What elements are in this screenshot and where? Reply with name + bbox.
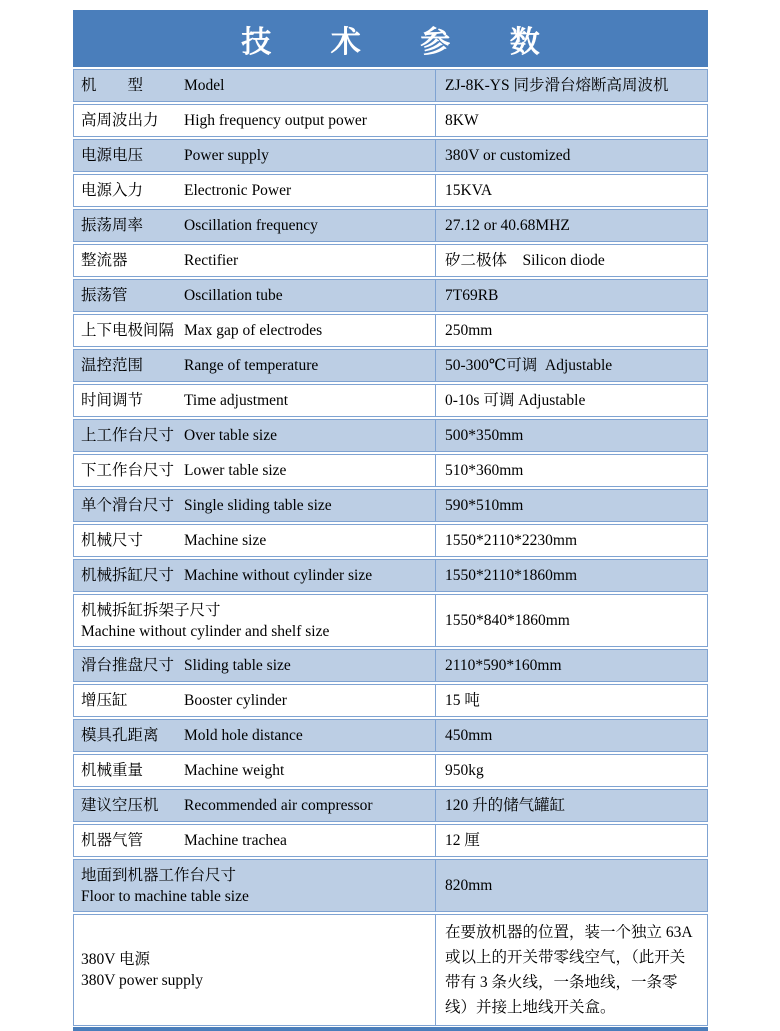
param-name-en: Power supply xyxy=(184,147,269,164)
param-name-en: High frequency output power xyxy=(184,112,367,129)
param-label-cell xyxy=(73,349,435,382)
param-name-en: Single sliding table size xyxy=(184,497,332,514)
param-value-cell xyxy=(435,649,708,682)
param-name-cn: 机械拆缸拆架子尺寸 xyxy=(81,601,221,619)
table-row xyxy=(73,754,708,787)
param-value: 820mm xyxy=(445,877,493,894)
param-name-en: Range of temperature xyxy=(184,357,319,374)
param-label-cell xyxy=(73,104,435,137)
table-row xyxy=(73,384,708,417)
param-name-cn: 单个滑台尺寸 xyxy=(81,497,175,514)
param-value-cell xyxy=(435,419,708,452)
table-row xyxy=(73,349,708,382)
param-label-cell xyxy=(73,524,435,557)
param-name-en: Machine trachea xyxy=(184,832,287,849)
param-value-cell xyxy=(435,104,708,137)
param-label-cell xyxy=(73,719,435,752)
param-value-cell xyxy=(435,314,708,347)
param-value: 250mm xyxy=(445,322,493,339)
param-value: 矽二极体 Silicon diode xyxy=(445,252,605,269)
param-value: 510*360mm xyxy=(445,462,524,479)
param-name-en: Mold hole distance xyxy=(184,727,303,744)
table-row xyxy=(73,174,708,207)
table-row xyxy=(73,649,708,682)
param-name-cn: 机械尺寸 xyxy=(81,532,144,549)
table-row xyxy=(73,69,708,102)
param-name-en: Machine size xyxy=(184,532,267,549)
param-label-cell xyxy=(73,914,435,1026)
param-name-en: Max gap of electrodes xyxy=(184,322,323,339)
param-label-cell xyxy=(73,314,435,347)
param-value: ZJ-8K-YS 同步滑台熔断高周波机 xyxy=(445,77,669,94)
param-value: 120 升的储气罐缸 xyxy=(445,797,566,814)
table-row xyxy=(73,914,708,1026)
param-value-cell xyxy=(435,789,708,822)
param-label-cell xyxy=(73,559,435,592)
param-value: 950kg xyxy=(445,762,484,779)
param-label-cell xyxy=(73,174,435,207)
table-row xyxy=(73,559,708,592)
table-row xyxy=(73,859,708,912)
param-name-en: Oscillation frequency xyxy=(184,217,318,234)
param-value-cell xyxy=(435,859,708,912)
param-label-cell xyxy=(73,419,435,452)
param-name-cn: 增压缸 xyxy=(81,692,128,709)
param-value-cell xyxy=(435,754,708,787)
param-name-cn: 模具孔距离 xyxy=(81,727,159,744)
spec-table-body xyxy=(73,69,708,1026)
table-row xyxy=(73,279,708,312)
param-name-en: Booster cylinder xyxy=(184,692,287,709)
table-row xyxy=(73,209,708,242)
param-value-cell xyxy=(435,524,708,557)
param-name-en: Machine without cylinder and shelf size xyxy=(81,622,330,640)
param-name-cn: 地面到机器工作台尺寸 xyxy=(81,866,237,884)
param-name-en: Recommended air compressor xyxy=(184,797,373,814)
table-row xyxy=(73,789,708,822)
param-value: 1550*2110*1860mm xyxy=(445,567,578,584)
table-row xyxy=(73,314,708,347)
table-row xyxy=(73,824,708,857)
param-name-cn: 上下电极间隔 xyxy=(81,322,175,339)
param-value-cell xyxy=(435,139,708,172)
param-value-cell xyxy=(435,559,708,592)
param-name-cn: 机器气管 xyxy=(81,832,144,849)
param-value-cell xyxy=(435,384,708,417)
param-value-cell xyxy=(435,209,708,242)
param-value: 500*350mm xyxy=(445,427,524,444)
param-value: 0-10s 可调 Adjustable xyxy=(445,392,586,409)
param-name-en: Rectifier xyxy=(184,252,239,269)
param-name-cn: 机械拆缸尺寸 xyxy=(81,567,175,584)
param-value: 450mm xyxy=(445,727,493,744)
param-name-en: 380V power supply xyxy=(81,972,203,989)
param-value-cell xyxy=(435,684,708,717)
param-value-cell xyxy=(435,489,708,522)
param-name-cn: 振荡管 xyxy=(81,287,128,304)
table-row xyxy=(73,719,708,752)
param-label-cell xyxy=(73,454,435,487)
param-value-cell xyxy=(435,454,708,487)
param-name-en: Lower table size xyxy=(184,462,287,479)
param-label-cell xyxy=(73,244,435,277)
param-name-cn: 电源入力 xyxy=(81,182,144,199)
table-row xyxy=(73,684,708,717)
param-name-cn: 机械重量 xyxy=(81,762,144,779)
param-value: 590*510mm xyxy=(445,497,524,514)
param-name-cn: 时间调节 xyxy=(81,392,144,409)
param-name-cn: 380V 电源 xyxy=(81,951,151,968)
param-name-en: Machine weight xyxy=(184,762,285,779)
param-label-cell xyxy=(73,279,435,312)
param-value-cell xyxy=(435,594,708,647)
param-value: 1550*840*1860mm xyxy=(445,612,570,629)
spec-table xyxy=(73,10,708,1031)
param-name-cn: 温控范围 xyxy=(81,357,144,374)
param-value-cell xyxy=(435,69,708,102)
param-value: 27.12 or 40.68MHZ xyxy=(445,217,570,234)
param-name-cn: 下工作台尺寸 xyxy=(81,462,175,479)
param-label-cell xyxy=(73,384,435,417)
param-value: 8KW xyxy=(445,112,479,129)
param-name-cn: 建议空压机 xyxy=(81,797,159,814)
param-value: 50-300℃可调 Adjustable xyxy=(445,357,613,374)
param-label-cell xyxy=(73,824,435,857)
param-label-cell xyxy=(73,789,435,822)
table-row xyxy=(73,419,708,452)
param-name-cn: 滑台推盘尺寸 xyxy=(81,657,175,674)
param-name-cn: 整流器 xyxy=(81,252,128,269)
param-name-en: Electronic Power xyxy=(184,182,292,199)
param-name-en: Model xyxy=(184,77,225,94)
param-value: 1550*2110*2230mm xyxy=(445,532,578,549)
param-label-cell xyxy=(73,209,435,242)
param-name-en: Floor to machine table size xyxy=(81,887,249,905)
table-row xyxy=(73,524,708,557)
param-value: 15KVA xyxy=(445,182,493,199)
table-row xyxy=(73,594,708,647)
param-label-cell xyxy=(73,594,435,647)
param-value-cell xyxy=(435,824,708,857)
param-value-cell xyxy=(435,174,708,207)
param-value-cell xyxy=(435,719,708,752)
param-value: 7T69RB xyxy=(445,287,499,304)
param-name-cn: 振荡周率 xyxy=(81,217,144,234)
table-row xyxy=(73,104,708,137)
param-name-en: Sliding table size xyxy=(184,657,291,674)
param-label-cell xyxy=(73,489,435,522)
param-label-cell xyxy=(73,649,435,682)
param-name-cn: 上工作台尺寸 xyxy=(81,427,175,444)
param-value-cell xyxy=(435,914,708,1026)
param-value-cell xyxy=(435,244,708,277)
table-title: 技 术 参 数 xyxy=(73,10,708,67)
param-label-cell xyxy=(73,69,435,102)
param-label-cell xyxy=(73,754,435,787)
param-value: 15 吨 xyxy=(445,692,480,709)
param-label-cell xyxy=(73,684,435,717)
param-name-en: Machine without cylinder size xyxy=(184,567,373,584)
param-value-cell xyxy=(435,349,708,382)
param-name-en: Over table size xyxy=(184,427,277,444)
table-row xyxy=(73,139,708,172)
table-row xyxy=(73,454,708,487)
param-value: 12 厘 xyxy=(445,832,480,849)
param-name-cn: 高周波出力 xyxy=(81,112,159,129)
table-row xyxy=(73,489,708,522)
param-value-cell xyxy=(435,279,708,312)
param-value: 在要放机器的位置，装一个独立 63A 或以上的开关带零线空气，（此开关带有 3 条火线，一条地线，一条零线）并接上地线开关盒。 xyxy=(445,924,696,1016)
param-name-en: Time adjustment xyxy=(184,392,289,409)
param-value: 380V or customized xyxy=(445,147,571,164)
param-name-cn: 机 型 xyxy=(81,77,144,94)
table-row xyxy=(73,244,708,277)
param-name-cn: 电源电压 xyxy=(81,147,144,164)
param-label-cell xyxy=(73,859,435,912)
param-value: 2110*590*160mm xyxy=(445,657,562,674)
param-name-en: Oscillation tube xyxy=(184,287,283,304)
param-label-cell xyxy=(73,139,435,172)
